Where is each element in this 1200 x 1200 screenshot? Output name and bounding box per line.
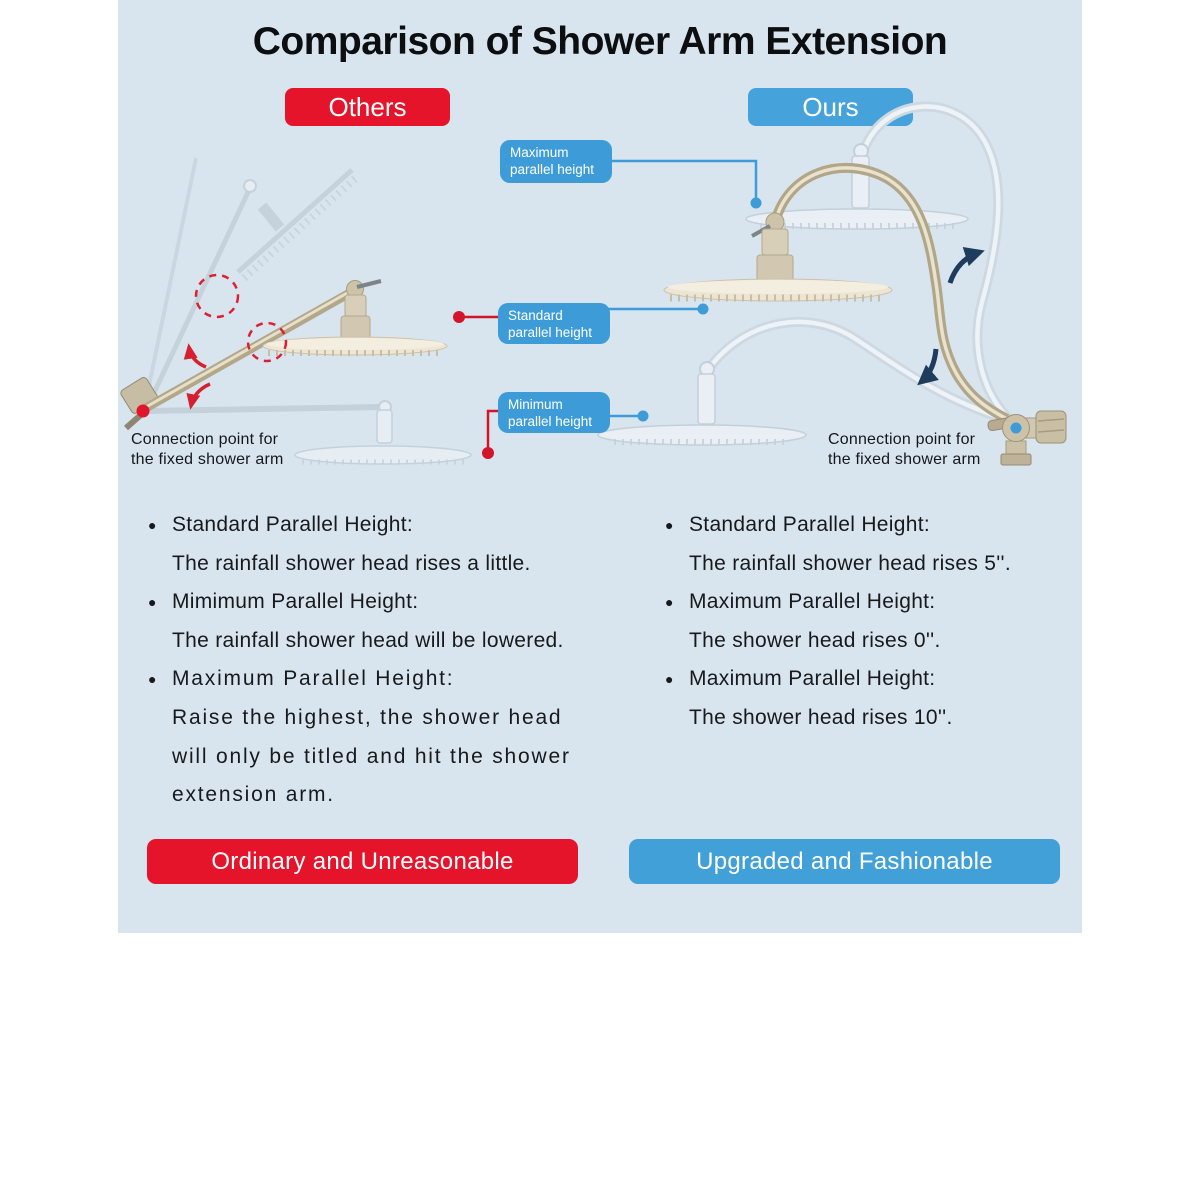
- ours-feature-list: [665, 506, 1185, 738]
- callout-line: parallel height: [508, 324, 593, 340]
- bullet-line: The rainfall shower head rises a little.: [172, 551, 531, 575]
- bullet-heading: ● Mimimum Parallel Height:: [148, 583, 668, 622]
- note-line: Connection point for: [131, 431, 279, 448]
- bullet-line: The shower head rises 0''.: [689, 628, 941, 652]
- bullet-marker: ●: [148, 594, 157, 611]
- bullet-heading: ● Maximum Parallel Height:: [665, 660, 1185, 699]
- bullet-heading: ● Standard Parallel Height:: [665, 506, 1185, 545]
- callout-line: Minimum: [508, 397, 563, 412]
- bullet-heading: ● Maximum Parallel Height:: [665, 583, 1185, 622]
- callout-line: Standard: [508, 308, 563, 323]
- bullet-heading: ● Standard Parallel Height:: [148, 506, 668, 545]
- ours-verdict-badge: Upgraded and Fashionable: [629, 839, 1060, 884]
- ours-connection-note: [828, 430, 981, 469]
- others-badge: Others: [285, 88, 450, 126]
- note-line: Connection point for: [828, 431, 976, 448]
- callout-line: parallel height: [508, 413, 593, 429]
- others-feature-list: [148, 506, 668, 815]
- bullet-line: The rainfall shower head rises 5''.: [689, 551, 1012, 575]
- bullet-line: The shower head rises 10''.: [689, 705, 953, 729]
- page-title: Comparison of Shower Arm Extension: [252, 20, 948, 63]
- note-line: the fixed shower arm: [828, 450, 981, 468]
- bullet-marker: ●: [665, 594, 674, 611]
- callout-line: Maximum: [510, 145, 569, 160]
- callout-maximum-parallel-height: [500, 140, 612, 183]
- bullet-marker: ●: [148, 671, 159, 688]
- bullet-marker: ●: [665, 517, 674, 533]
- bullet-line: Raise the highest, the shower head: [172, 705, 563, 729]
- bullet-line: The rainfall shower head will be lowered.: [172, 628, 564, 652]
- bullet-marker: ●: [148, 517, 157, 533]
- callout-line: parallel height: [510, 161, 595, 177]
- bullet-line: will only be titled and hit the shower: [172, 744, 571, 768]
- others-connection-note: [131, 430, 284, 469]
- note-line: the fixed shower arm: [131, 450, 284, 468]
- bullet-marker: ●: [665, 671, 674, 688]
- others-verdict-badge: Ordinary and Unreasonable: [147, 839, 578, 884]
- bullet-line: extension arm.: [172, 783, 335, 807]
- callout-standard-parallel-height: [498, 303, 610, 344]
- ours-badge: Ours: [748, 88, 913, 126]
- callout-minimum-parallel-height: [498, 392, 610, 433]
- bullet-heading: ● Maximum Parallel Height:: [148, 660, 668, 699]
